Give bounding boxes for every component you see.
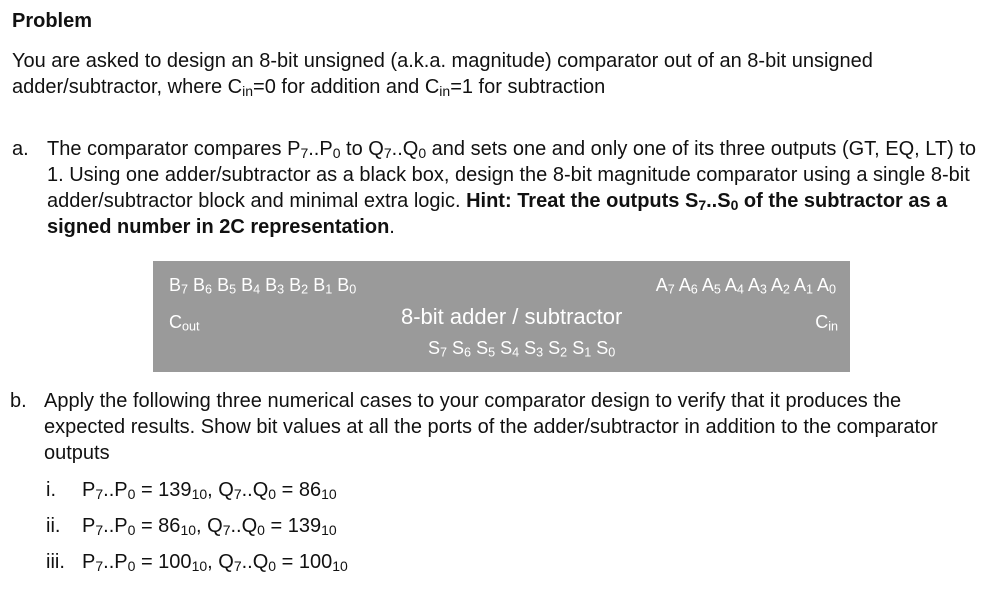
a-inputs-label: $A_7$ $A_6$ $A_5$ $A_4$ $A_3$ $A_2$ $A_1$ $A_0$ — [655, 275, 836, 297]
case-number: i. — [46, 479, 56, 501]
case-iii — [46, 551, 348, 574]
case-ii — [46, 515, 337, 538]
cout-label: $C_{out}$ — [169, 312, 200, 334]
case-expression: $P_7..P_0 = 86_{10}$, $Q_7..Q_0 = 139_{10}$ — [82, 515, 337, 538]
case-i — [46, 479, 337, 502]
adder-subtractor-block — [153, 261, 850, 372]
case-expression: $P_7..P_0 = 100_{10}$, $Q_7..Q_0 = 100_{10}$ — [82, 551, 348, 574]
part-b-marker: b. — [10, 390, 27, 412]
part-b-text: Apply the following three numerical cases to your comparator design to verify that it produces the expected results. Show bit values at all the ports of the adder/subtractor in addition to the comparator outputs — [44, 390, 938, 464]
case-expression: $P_7..P_0 = 139_{10}$, $Q_7..Q_0 = 86_{10}$ — [82, 479, 337, 502]
block-title: 8-bit adder / subtractor — [401, 304, 623, 329]
case-number: ii. — [46, 515, 61, 537]
problem-heading: Problem — [12, 10, 93, 32]
b-inputs-label: $B_7$ $B_6$ $B_5$ $B_4$ $B_3$ $B_2$ $B_1$ $B_0$ — [169, 275, 357, 297]
cin-label: $C_{in}$ — [815, 312, 838, 334]
intro-paragraph: You are asked to design an 8-bit unsigned (a.k.a. magnitude) comparator out of an 8-bit unsigned adder/subtractor, where $C_{in}=0$ for addition and $C_{in}=1$ for subtraction — [12, 50, 873, 99]
case-number: iii. — [46, 551, 65, 573]
part-a-marker: a. — [12, 138, 29, 160]
part-a-text: The comparator compares $P_7..P_0$ to $Q_7..Q_0$ and sets one and only one of its three outputs (GT, EQ, LT) to 1. Using one adder/subtractor as a black box, design the 8-bit magnitude comparator using a single 8-bit adder/subtractor block and minimal extra logic. Hint: Treat the outputs $S_7..S_0$ of the subtractor as a signed number in 2C representation. — [47, 138, 977, 238]
sum-outputs-label: $S_7$ $S_6$ $S_5$ $S_4$ $S_3$ $S_2$ $S_1$ $S_0$ — [428, 338, 616, 360]
